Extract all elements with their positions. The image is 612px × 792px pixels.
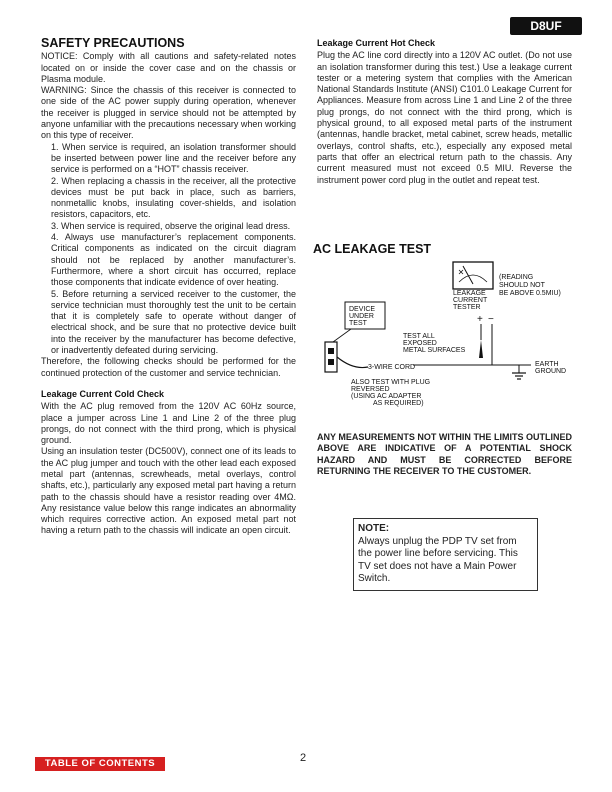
- safety-precautions-title: SAFETY PRECAUTIONS: [41, 36, 185, 50]
- precaution-item: 3. When service is required, observe the original lead dress.: [51, 220, 291, 231]
- cold-check-text-1: With the AC plug removed from the 120V AC 60Hz source, place a jumper across Line 1 and Line 2 of the three plug prongs, do not connect with the third prong, which is physical ground.: [41, 401, 296, 446]
- earth-label-2: GROUND: [535, 368, 567, 375]
- hot-check-title: Leakage Current Hot Check: [317, 38, 436, 48]
- device-label-2: UNDER: [349, 313, 374, 320]
- precaution-item: 5. Before returning a serviced receiver to the customer, the service technician must thoroughly test the unit to be certain that it is completely safe to operate without danger of electrical shock, and be sure that no protective device built into the receiver by the manufacturer has become defective, or inadvertently defeated during servicing.: [51, 288, 296, 356]
- ac-leakage-test-diagram: [313, 260, 578, 420]
- also-label-4: AS REQUIRED): [373, 400, 424, 407]
- precaution-item: 4. Always use manufacturer’s replacement components. Critical components as indicated on the circuit diagram should not be replaced by another manufacturer’s. Furthermore, where a short circuit has occurred, replace those components that indicate evidence of over heating.: [51, 232, 296, 288]
- meter-face: [453, 262, 493, 289]
- precaution-item: 2. When replacing a chassis in the receiver, all the protective devices must be put back in place, such as barriers, nonmetallic knobs, insulating cover-shields, and isolation resistors, capacitors, etc.: [51, 175, 296, 220]
- also-label-2: REVERSED: [351, 386, 390, 393]
- cold-check-text-2: Using an insulation tester (DC500V), connect one of its leads to the AC plug jumper and touch with the other lead each exposed metal part (antennas, screwheads, metal overlays, control shafts, etc.), particularly any exposed metal part having a return path to the chassis should have a resistor reading over 4MΩ. Any resistance value below this range indicates an abnormality which requires corrective action. An exposed metal part not having a return path to the chassis will indicate an open circuit.: [41, 446, 296, 536]
- therefore-text: Therefore, the following checks should be performed for the continued protection of the customer and service technician.: [41, 356, 296, 378]
- hot-check-text: Plug the AC line cord directly into a 120V AC outlet. (Do not use an isolation transformer during this test.) Use a leakage current tester or a metering system that complies with the American National Standards Institute (ANSI) C101.0 Leakage Current for Appliances. Measure from across Line 1 and Line 2 of the three plug prongs, do not connect with the third prong, which is physical ground, to all exposed metal parts of the instrument (antennas, handle bracket, metal cabinet, screw heads, metallic overlays, control shafts, etc.), especially any exposed metal parts that offer an electrical return path to the chassis. Any current measured must not exceed 0.5 MIU. Reverse the instrument power cord plug in the outlet and repeat test.: [317, 50, 572, 185]
- page-number: 2: [300, 752, 307, 764]
- cord-label: 3-WIRE CORD: [368, 364, 416, 371]
- cold-check-title: Leakage Current Cold Check: [41, 388, 165, 399]
- reading-label-1: (READING: [499, 274, 534, 281]
- tester-label-1: LEAKAGE: [453, 290, 486, 297]
- shock-hazard-warning: ANY MEASUREMENTS NOT WITHIN THE LIMITS OUTLINED ABOVE ARE INDICATIVE OF A POTENTIAL SHOCK HAZARD AND MUST BE CORRECTED BEFORE RETURNING THE RECEIVER TO THE CUSTOMER.: [317, 432, 572, 476]
- warning-text: WARNING: Since the chassis of this receiver is connected to one side of the AC power supply during operation, whenever the receiver is plugged in service should not be attempted by anyone unfamiliar with the precautions necessary when working on this type of receiver.: [41, 85, 296, 141]
- note-title: NOTE:: [358, 523, 390, 534]
- right-column: [317, 38, 572, 186]
- model-badge: D8UF: [510, 17, 582, 35]
- reading-label-3: BE ABOVE 0.5MIU): [499, 290, 561, 297]
- device-label-1: DEVICE: [349, 306, 376, 313]
- tester-label-3: TESTER: [453, 304, 481, 311]
- test-label-2: EXPOSED: [403, 340, 437, 347]
- test-probe: [479, 340, 483, 358]
- tester-label-2: CURRENT: [453, 297, 488, 304]
- also-label-3: (USING AC ADAPTER: [351, 393, 422, 400]
- reading-label-2: SHOULD NOT: [499, 282, 545, 289]
- notice-text: NOTICE: Comply with all cautions and safety-related notes located on or inside the cover case and on the chassis or Plasma module.: [41, 51, 296, 84]
- device-label-3: TEST: [349, 320, 367, 327]
- test-label-1: TEST ALL: [403, 333, 435, 340]
- note-box: [353, 518, 538, 591]
- earth-label-1: EARTH: [535, 361, 559, 368]
- three-wire-cord: [337, 357, 368, 368]
- note-text: Always unplug the PDP TV set from the power line before servicing. This TV set does not have a Main Power Switch.: [358, 535, 518, 584]
- ac-leakage-test-title: AC LEAKAGE TEST: [313, 242, 432, 256]
- table-of-contents-button[interactable]: TABLE OF CONTENTS: [35, 757, 165, 771]
- left-column: [41, 38, 296, 537]
- precaution-item: 1. When service is required, an isolation transformer should be inserted between power line and the receiver before any service is performed on a “HOT” chassis receiver.: [51, 141, 296, 175]
- minus-terminal: −: [488, 314, 494, 325]
- device-chassis: [325, 342, 337, 372]
- plus-terminal: +: [477, 314, 483, 325]
- also-label-1: ALSO TEST WITH PLUG: [351, 379, 431, 386]
- test-label-3: METAL SURFACES: [403, 347, 466, 354]
